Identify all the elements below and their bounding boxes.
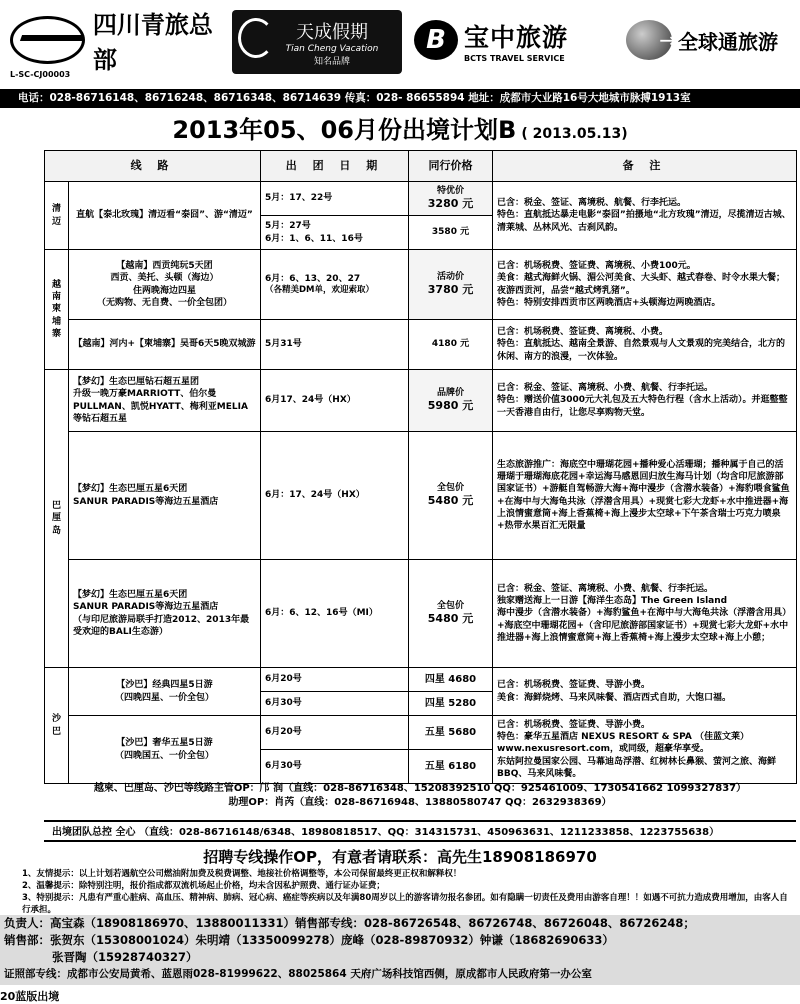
table-row bbox=[45, 320, 797, 370]
date-note: （各精美DM单，欢迎索取） bbox=[265, 284, 375, 295]
staff-line: 销售部：张贺东（15308001024）朱明靖（13350099278）庞峰（028-89870932）钟谦（18682690633） bbox=[4, 933, 614, 947]
logo-tiancheng-vacation bbox=[232, 10, 402, 74]
swirl-icon bbox=[238, 18, 274, 58]
page-number: 20蓝版出境 bbox=[0, 990, 60, 1003]
logo-tag: 知名品牌 bbox=[313, 56, 350, 67]
price-label: 特优价 bbox=[436, 186, 464, 196]
note-line: 海中漫步（含潜水装备）+海豹鲨鱼+在海中与大海龟共泳（浮潜含用具）+海底空中珊瑚花园+（含印尼旅游部国家证书）+现赏七彩大龙虾+水中推进器+海上浪情蜜意筒+海上香蕉椅+海上漫步太空球+海上小憩； bbox=[497, 608, 792, 643]
b-mark-icon: B bbox=[414, 20, 458, 60]
logo-sichuan-youth-travel bbox=[10, 10, 220, 79]
note-line: 特色：赠送价值3000元大礼包及五大特色行程（含水上活动）。并逛整整一天香港自由行，让您尽享购物天堂。 bbox=[497, 395, 788, 418]
date-line: 5月：27号 bbox=[265, 221, 311, 232]
table-row bbox=[45, 182, 797, 216]
logo-en: Tian Cheng Vacation bbox=[285, 43, 379, 54]
price-cell bbox=[409, 432, 493, 560]
note-line: 特色：豪华五星酒店 NEXUS RESORT & SPA （佳蓝文莱） bbox=[497, 732, 750, 743]
price-label: 品牌价 bbox=[436, 388, 464, 398]
price-value: 5980 元 bbox=[427, 399, 474, 413]
price-value: 5480 元 bbox=[427, 494, 474, 508]
price-cell: 4180 元 bbox=[409, 320, 493, 370]
note-line: 已含：机场税费、签证费、离境税、小费100元。 bbox=[497, 261, 696, 272]
notes-cell bbox=[493, 320, 797, 370]
staff-line: 负责人：高宝森（18908186970、13880011331）销售部专线：028-86726548、86726748、86726048、86726248； bbox=[4, 916, 695, 930]
recruit-banner: 招聘专线操作OP，有意者请联系：高先生18908186970 bbox=[203, 848, 597, 866]
note-line: 已含：机场税费、签证费、导游小费。 bbox=[497, 680, 651, 691]
route-title: 【梦幻】生态巴厘五星6天团 bbox=[73, 590, 188, 601]
notes-cell bbox=[493, 432, 797, 560]
note-line: 美食：海鲜烧烤、马来风味餐、酒店西式自助，大饱口福。 bbox=[497, 692, 732, 703]
staff-line: 张晋陶（15928740327） bbox=[52, 950, 198, 964]
note-line: 已含：机场税费、签证费、导游小费。 bbox=[497, 720, 651, 731]
note-line: 已含：税金、签证、离境税、航餐、行李托运。 bbox=[497, 198, 687, 209]
note-line: 已含：税金、签证、离境税、小费、航餐、行李托运。 bbox=[497, 584, 714, 595]
title-main: 2013年05、06月份出境计划B bbox=[172, 116, 517, 144]
price-cell: 四星 5280 bbox=[409, 692, 493, 716]
price-label: 全包价 bbox=[436, 601, 464, 611]
logo-cn: 宝中旅游 bbox=[464, 22, 569, 52]
route-title: 【沙巴】奢华五星5日游 bbox=[116, 738, 213, 749]
notes-cell bbox=[493, 182, 797, 250]
route-title: 【沙巴】经典四星5日游 bbox=[116, 680, 213, 691]
logo-bar bbox=[0, 0, 800, 85]
title-date: ( 2013.05.13) bbox=[521, 126, 628, 142]
route-sub: SANUR PARADIS等海边五星酒店 bbox=[73, 602, 219, 613]
price-cell bbox=[409, 560, 493, 668]
note-line: 美食：越式海鲜火锅、湄公河美食、大头虾、越式春卷、时令水果大餐；夜游西贡河，品尝“越式烤乳猪”。 bbox=[497, 273, 786, 296]
route-title: 【梦幻】生态巴厘钻石超五星团 bbox=[73, 377, 200, 388]
staff-line: 证照部专线：成都市公安局黄希、蓝恩雨028-81999622、88025864 天府广场科技馆西侧，原成都市人民政府第一办公室 bbox=[4, 968, 592, 980]
price-cell: 五星 5680 bbox=[409, 716, 493, 750]
logo-bcts bbox=[414, 10, 614, 70]
date-cell: 6月：17、24号（HX） bbox=[261, 432, 409, 560]
staff-block bbox=[0, 915, 800, 985]
price-cell: 3580 元 bbox=[409, 216, 493, 250]
price-cell: 四星 4680 bbox=[409, 668, 493, 692]
price-label: 活动价 bbox=[436, 272, 464, 282]
date-cell: 6月20号 bbox=[261, 716, 409, 750]
table-row bbox=[45, 370, 797, 432]
price-label: 全包价 bbox=[436, 483, 464, 493]
region-bali: 巴厘岛 bbox=[45, 370, 69, 668]
route-title: 【越南】河内+【柬埔寨】吴哥6天5晚双城游 bbox=[69, 320, 261, 370]
date-cell: 6月20号 bbox=[261, 668, 409, 692]
route-sub: 住两晚海边四星 bbox=[132, 285, 196, 296]
note-line: 东姑阿拉曼国家公园、马幕迪岛浮潜、红树林长鼻猴、萤河之旅、海鲜BBQ、马来风味餐。 bbox=[497, 756, 777, 779]
table-row bbox=[45, 250, 797, 320]
contact-bar: 电话：028-86716148、86716248、86716348、86714639 传真：028- 86655894 地址：成都市大业路16号大地城市脉搏1913室 bbox=[0, 89, 800, 108]
route-cell bbox=[69, 668, 261, 716]
route-title: 【梦幻】生态巴厘五星6天团 bbox=[73, 484, 188, 495]
notes-cell bbox=[493, 370, 797, 432]
note-line: 特色：特别安排西贡市区两晚酒店+头顿海边两晚酒店。 bbox=[497, 297, 721, 308]
route-sub: 升级一晚万豪MARRIOTT、伯尔曼PULLMAN、凯悦HYATT、梅利亚MELIA等钻石超五星 bbox=[73, 389, 248, 424]
region-vietnam-cambodia: 越南柬埔寨 bbox=[45, 250, 69, 370]
table-row bbox=[45, 716, 797, 750]
globe-icon bbox=[10, 16, 85, 64]
date-cell: 6月30号 bbox=[261, 750, 409, 784]
date-cell: 6月17、24号（HX） bbox=[261, 370, 409, 432]
price-value: 3780 元 bbox=[427, 283, 474, 297]
price-cell bbox=[409, 182, 493, 216]
note-line: www.nexusresort.com，或同级，超豪华享受。 bbox=[497, 744, 710, 755]
note-line: 特色：直航抵达暴走电影“泰囧”拍摄地“北方玫瑰”清迈，尽揽清迈古城、清莱城、丛林风光、古刹风韵。 bbox=[497, 210, 791, 233]
note-line: 特色：直航抵达、越南全景游、自然景观与人文景观的完美结合，北方的休闲、南方的浪漫，一次体验。 bbox=[497, 339, 786, 362]
route-sub: （四晚四星、一价全包） bbox=[114, 692, 214, 703]
notes-cell bbox=[493, 250, 797, 320]
notes-cell bbox=[493, 716, 797, 784]
route-title: 直航【泰北玫瑰】清迈看“泰囧”、游“清迈” bbox=[69, 182, 261, 250]
route-sub: （与印尼旅游局联手打造2012、2013年最受欢迎的BALI生态游） bbox=[73, 614, 250, 637]
date-cell: 5月31号 bbox=[261, 320, 409, 370]
route-sub: SANUR PARADIS等海边五星酒店 bbox=[73, 496, 219, 507]
header-date: 出 团 日 期 bbox=[261, 151, 409, 182]
route-cell bbox=[69, 250, 261, 320]
route-sub: （无购物、无自费、一价全包团） bbox=[96, 297, 232, 308]
logo-name: 四川青旅总部 bbox=[92, 11, 213, 74]
team-control: 出境团队总控 全心 （直线：028-86716148/6348、18980818517、QQ：314315731、450963631、1211233858、1223755638） bbox=[44, 820, 796, 842]
date-line: 6月：6、13、20、27 bbox=[265, 273, 361, 284]
date-line: 6月：1、6、11、16号 bbox=[265, 233, 363, 244]
date-cell: 6月：6、12、16号（MI） bbox=[261, 560, 409, 668]
price-value: 3280 元 bbox=[427, 197, 474, 211]
price-cell bbox=[409, 250, 493, 320]
note-line: 生态旅游推广：海底空中珊瑚花园+播种爱心活珊瑚；播种属于自己的活珊瑚于珊瑚海底花园+幸运海马感恩回归放生海马计划（均含印尼旅游部国家证书）+游艇自驾畅游大海+海中漫步（含潜水装备）+海豹喂食鲨鱼+在海中与大海龟共泳（浮潜含用具）+现赏七彩大龙虾+水中推进器+海上浪情蜜意筒+海上香蕉椅+海上漫步太空球+下午茶含瑞士巧克力喷泉+热带水果百汇无限量 bbox=[497, 460, 790, 531]
date-cell: 6月30号 bbox=[261, 692, 409, 716]
table-header bbox=[45, 151, 797, 182]
page-title bbox=[0, 113, 800, 147]
table-row bbox=[45, 432, 797, 560]
header-price: 同行价格 bbox=[409, 151, 493, 182]
date-cell bbox=[261, 216, 409, 250]
logo-cn: 天成假期 bbox=[296, 21, 368, 43]
ops-line: 助理OP：肖芮（直线：028-86716948、13880580747 QQ：2632938369） bbox=[228, 797, 612, 808]
route-sub: 西贡、美托、头顿（海边） bbox=[110, 273, 219, 284]
ops-contacts bbox=[44, 778, 796, 816]
tip-line: 3、特别提示：凡患有严重心脏病、高血压、精神病、肺病、冠心病、癌症等疾病以及年满80周岁以上的游客请勿报名参团。如有隐瞒一切责任及费用由游客自理！！如遇不可抗力造成费用增加，由客人自行承担。 bbox=[22, 893, 788, 915]
route-cell bbox=[69, 716, 261, 784]
tour-plan-table bbox=[44, 150, 797, 784]
route-sub: （四晚国五、一价全包） bbox=[114, 750, 214, 761]
logo-en: BCTS TRAVEL SERVICE bbox=[464, 53, 565, 63]
tips-block bbox=[22, 868, 792, 916]
table-row bbox=[45, 668, 797, 692]
note-line: 已含：机场税费、签证费、离境税、小费。 bbox=[497, 327, 669, 338]
price-cell bbox=[409, 370, 493, 432]
tip-line: 2、温馨提示：除特别注明，报价指成都双流机场起止价格，均未含因私护照费、通行证办证费； bbox=[22, 881, 385, 891]
region-sabah: 沙巴 bbox=[45, 668, 69, 784]
route-cell bbox=[69, 370, 261, 432]
date-cell bbox=[261, 250, 409, 320]
price-cell: 五星 6180 bbox=[409, 750, 493, 784]
ops-line: 越柬、巴厘岛、沙巴等线路主管OP：邝 润（直线：028-86716348、15208392510 QQ：925461009、1730541662 1099327837） bbox=[93, 783, 747, 794]
table-row bbox=[45, 560, 797, 668]
region-chiangmai: 清迈 bbox=[45, 182, 69, 250]
price-value: 5480 元 bbox=[427, 612, 474, 626]
route-cell bbox=[69, 432, 261, 560]
tip-line: 1、友情提示：以上计划若遇航空公司燃油附加费及税费调整、地接社价格调整等，本公司保留最终更正权和解释权！ bbox=[22, 869, 462, 879]
date-cell: 5月：17、22号 bbox=[261, 182, 409, 216]
header-route: 线 路 bbox=[45, 151, 261, 182]
route-cell bbox=[69, 560, 261, 668]
license-number: L-SC-CJ00003 bbox=[10, 70, 71, 79]
header-notes: 备 注 bbox=[493, 151, 797, 182]
logo-cn: 全球通旅游 bbox=[678, 29, 778, 54]
note-line: 已含：税金、签证、离境税、小费、航餐、行李托运。 bbox=[497, 383, 714, 394]
notes-cell bbox=[493, 668, 797, 716]
logo-global-travel bbox=[626, 10, 796, 70]
note-line: 独家赠送海上一日游【海洋生态岛】The Green Island bbox=[497, 596, 728, 607]
globe-plane-icon bbox=[626, 20, 672, 60]
notes-cell bbox=[493, 560, 797, 668]
route-title: 【越南】西贡纯玩5天团 bbox=[116, 261, 213, 272]
